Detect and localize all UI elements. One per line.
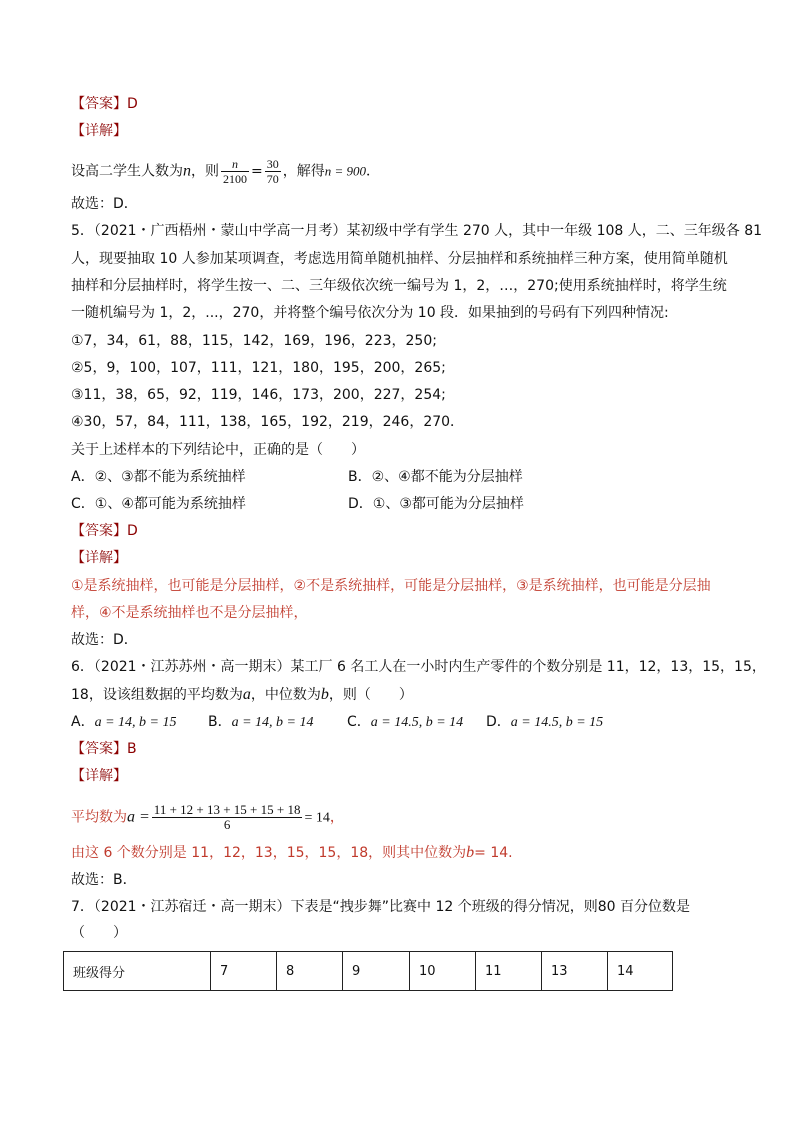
option-label: B． <box>208 714 232 730</box>
q6-answer <box>71 739 137 759</box>
q4-solution <box>71 157 380 186</box>
q6-stem-line-2 <box>71 685 413 705</box>
answer-label: 【答案】 <box>71 96 127 112</box>
answer-value: B <box>127 741 137 757</box>
median-var: b <box>466 844 475 861</box>
q5-stem-line-3: 抽样和分层抽样时，将学生按一、二、三年级依次统一编号为 1，2，…，270;使用系统抽样时，将学生统 <box>71 278 727 294</box>
var-a: a <box>242 686 251 703</box>
q6-option-d <box>486 712 603 733</box>
q5-option-d: D．①、③都可能为分层抽样 <box>348 496 524 512</box>
table-cell: 13 <box>542 952 608 991</box>
mean-rhs: = 14 <box>304 810 330 826</box>
q5-case-1: ①7，34，61，88，115，142，169，196，223，250; <box>71 333 437 349</box>
period: ． <box>366 163 381 180</box>
median-text: 由这 6 个数分别是 11，12，13，15，15，18，则其中位数为 <box>71 845 467 861</box>
q5-stem-line-4: 一随机编号为 1，2，...，270，并将整个编号依次分为 10 段．如果抽到的号码有下列四种情况: <box>71 305 669 321</box>
option-math: a = 14, b = 14 <box>231 715 314 730</box>
table-row <box>64 952 673 991</box>
answer-value: D <box>127 96 138 112</box>
table-cell: 班级得分 <box>64 952 211 991</box>
q6-option-a <box>71 712 176 733</box>
score-table <box>63 951 673 991</box>
q5-answer <box>71 521 138 541</box>
mean-suffix: ， <box>329 809 344 826</box>
mean-prefix: 平均数为 <box>71 809 127 826</box>
q5-case-3: ③11，38，65，92，119，146，173，200，227，254; <box>71 387 446 403</box>
solution-prefix: 设高二学生人数为 <box>71 163 183 180</box>
mean-fraction: $\frac{11 + 12 + 13 + 15 + 15 + 18}{6}$ <box>153 802 301 832</box>
q6-option-c <box>347 712 463 733</box>
answer-label: 【答案】 <box>71 523 127 539</box>
q5-choose: 故选：D． <box>71 632 138 648</box>
solution-suffix: ，解得 <box>282 163 325 180</box>
stem-text: 18，设该组数据的平均数为 <box>71 687 243 703</box>
answer-label: 【答案】 <box>71 741 127 757</box>
table-cell: 7 <box>211 952 277 991</box>
option-math: a = 14.5, b = 14 <box>370 715 464 730</box>
q6-option-b <box>208 712 314 733</box>
q6-detail-label: 【详解】 <box>71 768 127 784</box>
q6-stem-line-1: 6．（2021・江苏苏州・高一期末）某工厂 6 名工人在一小时内生产零件的个数分别是 11，12，13，15，15， <box>71 659 766 675</box>
solution-result: n = 900 <box>324 163 367 179</box>
stem-text: ，中位数为 <box>250 687 321 703</box>
q5-case-4: ④30，57，84，111，138，165，192，219，246，270． <box>71 414 465 430</box>
option-label: A． <box>71 714 95 730</box>
q5-detail-line-2: 样，④不是系统抽样也不是分层抽样， <box>71 605 308 621</box>
table-cell: 11 <box>476 952 542 991</box>
table-cell: 14 <box>608 952 673 991</box>
q5-detail-label: 【详解】 <box>71 550 127 566</box>
q5-option-a: A．②、③都不能为系统抽样 <box>71 469 246 485</box>
fraction-30-70: $\frac{30}{70}$ <box>266 157 279 186</box>
mean-lhs: a = <box>127 808 150 826</box>
q7-stem-line-2: （ ） <box>71 925 127 941</box>
q4-choose: 故选：D． <box>71 196 138 212</box>
q5-option-b: B．②、④都不能为分层抽样 <box>348 469 523 485</box>
stem-text: ，则（ ） <box>328 687 413 703</box>
q5-option-c: C．①、④都可能为系统抽样 <box>71 496 246 512</box>
var-n: n <box>183 162 191 180</box>
option-math: a = 14.5, b = 15 <box>510 715 604 730</box>
q6-mean-line <box>71 803 344 832</box>
q5-detail-line-1: ①是系统抽样，也可能是分层抽样，②不是系统抽样，可能是分层抽样，③是系统抽样，也可能是分层抽 <box>71 578 711 594</box>
q5-case-2: ②5，9，100，107，111，121，180，195，200，265; <box>71 360 446 376</box>
option-label: D． <box>486 714 511 730</box>
option-label: C． <box>347 714 371 730</box>
equals-sign: = <box>251 163 263 180</box>
fraction-n-2100: $\frac{n}{2100}$ <box>223 157 247 186</box>
table-cell: 10 <box>410 952 476 991</box>
median-value: = 14. <box>474 845 513 861</box>
solution-mid: ，则 <box>191 163 219 180</box>
q5-stem-line-2: 人，现要抽取 10 人参加某项调查，考虑选用简单随机抽样、分层抽样和系统抽样三种方案，使用简单随机 <box>71 251 728 267</box>
q4-answer <box>71 94 138 114</box>
q6-median-line <box>71 843 513 863</box>
q7-stem-line-1: 7．（2021・江苏宿迁・高一期末）下表是“拽步舞”比赛中 12 个班级的得分情况，则80 百分位数是 <box>71 899 691 915</box>
option-math: a = 14, b = 15 <box>94 715 177 730</box>
table-cell: 9 <box>343 952 410 991</box>
var-b: b <box>320 686 329 703</box>
q5-question: 关于上述样本的下列结论中，正确的是（ ） <box>71 442 365 458</box>
q5-stem-line-1: 5．（2021・广西梧州・蒙山中学高一月考）某初级中学有学生 270 人，其中一年级 108 人，二、三年级各 81 <box>71 223 763 239</box>
answer-value: D <box>127 523 138 539</box>
table-cell: 8 <box>277 952 343 991</box>
q4-detail-label: 【详解】 <box>71 123 127 139</box>
q6-choose: 故选：B． <box>71 872 137 888</box>
